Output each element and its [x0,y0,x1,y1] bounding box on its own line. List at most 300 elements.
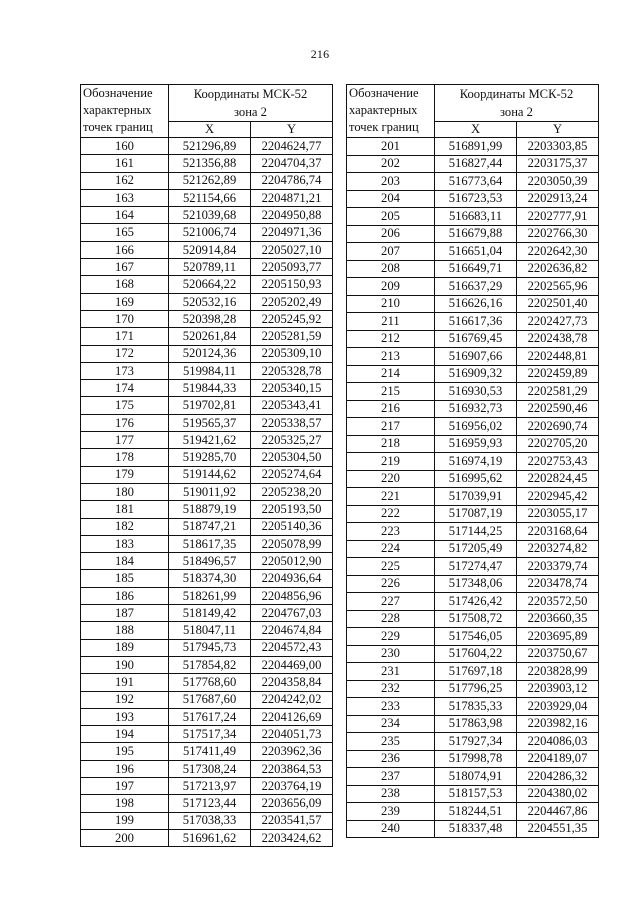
point-number-cell: 194 [81,726,169,743]
x-coordinate-cell: 516932,73 [435,400,517,418]
y-coordinate-cell: 2205343,41 [251,397,333,414]
table-row [347,225,599,243]
coordinates-table-left [80,84,333,847]
coordinates-header [169,85,333,122]
point-number-cell: 161 [81,155,169,172]
y-coordinate-cell: 2203660,35 [517,610,599,628]
x-coordinate-cell: 518496,57 [169,553,251,570]
x-coordinate-cell: 520261,84 [169,328,251,345]
y-coordinate-cell: 2202501,40 [517,295,599,313]
point-number-cell: 188 [81,622,169,639]
point-number-cell: 228 [347,610,435,628]
y-coordinate-cell: 2204467,86 [517,803,599,821]
point-number-cell: 223 [347,523,435,541]
y-coordinate-cell: 2202777,91 [517,208,599,226]
point-number-cell: 198 [81,795,169,812]
table-row [81,691,333,708]
point-number-cell: 172 [81,345,169,362]
x-coordinate-cell: 518337,48 [435,820,517,838]
x-coordinate-cell: 520398,28 [169,310,251,327]
point-number-cell: 195 [81,743,169,760]
point-number-cell: 205 [347,208,435,226]
point-number-cell: 168 [81,276,169,293]
y-coordinate-cell: 2202824,45 [517,470,599,488]
x-coordinate-cell: 517517,34 [169,726,251,743]
table-row [81,501,333,518]
y-coordinate-cell: 2205304,50 [251,449,333,466]
y-coordinate-cell: 2205238,20 [251,483,333,500]
point-number-cell: 170 [81,310,169,327]
point-number-cell: 174 [81,380,169,397]
table-row [347,470,599,488]
table-row [81,259,333,276]
y-coordinate-cell: 2204674,84 [251,622,333,639]
y-coordinate-cell: 2204469,00 [251,656,333,673]
x-coordinate-cell: 517508,72 [435,610,517,628]
x-coordinate-cell: 517687,60 [169,691,251,708]
table-row [347,295,599,313]
designation-header-line: точек границ [349,120,419,134]
y-coordinate-cell: 2204936,64 [251,570,333,587]
y-coordinate-cell: 2202448,81 [517,348,599,366]
table-row [347,418,599,436]
point-number-cell: 206 [347,225,435,243]
x-coordinate-cell: 519702,81 [169,397,251,414]
coordinates-header-line: зона 2 [500,105,533,119]
table-row [347,628,599,646]
y-coordinate-cell: 2204786,74 [251,172,333,189]
table-row [347,768,599,786]
table-row [347,365,599,383]
point-number-cell: 218 [347,435,435,453]
point-number-cell: 236 [347,750,435,768]
point-number-cell: 177 [81,432,169,449]
point-number-cell: 234 [347,715,435,733]
x-coordinate-cell: 520789,11 [169,259,251,276]
y-coordinate-cell: 2204871,21 [251,189,333,206]
x-coordinate-cell: 516769,45 [435,330,517,348]
y-coordinate-cell: 2204242,02 [251,691,333,708]
point-number-cell: 208 [347,260,435,278]
table-row [81,328,333,345]
x-coordinate-cell: 518244,51 [435,803,517,821]
x-coordinate-cell: 519144,62 [169,466,251,483]
y-coordinate-cell: 2202690,74 [517,418,599,436]
x-coordinate-cell: 517411,49 [169,743,251,760]
y-coordinate-cell: 2203168,64 [517,523,599,541]
x-coordinate-cell: 517546,05 [435,628,517,646]
x-coordinate-cell: 517768,60 [169,674,251,691]
point-number-cell: 222 [347,505,435,523]
table-row [81,138,333,155]
point-number-cell: 207 [347,243,435,261]
x-coordinate-cell: 517617,24 [169,708,251,725]
page-number: 216 [310,47,330,61]
x-coordinate-cell: 517945,73 [169,639,251,656]
y-coordinate-cell: 2205140,36 [251,518,333,535]
y-coordinate-cell: 2205027,10 [251,241,333,258]
point-number-cell: 214 [347,365,435,383]
table-row [347,243,599,261]
y-coordinate-cell: 2203695,89 [517,628,599,646]
table-row [81,362,333,379]
y-coordinate-cell: 2203055,17 [517,505,599,523]
y-coordinate-cell: 2203962,36 [251,743,333,760]
y-coordinate-cell: 2202913,24 [517,190,599,208]
y-coordinate-cell: 2204971,36 [251,224,333,241]
y-coordinate-cell: 2204189,07 [517,750,599,768]
table-row [81,829,333,846]
y-coordinate-cell: 2205012,90 [251,553,333,570]
table-row [81,708,333,725]
x-coordinate-cell: 519011,92 [169,483,251,500]
x-coordinate-cell: 517039,91 [435,488,517,506]
point-number-cell: 217 [347,418,435,436]
x-coordinate-cell: 520532,16 [169,293,251,310]
table-row [347,330,599,348]
point-number-cell: 211 [347,313,435,331]
point-number-cell: 229 [347,628,435,646]
point-number-cell: 225 [347,558,435,576]
coordinates-header [435,85,599,122]
x-coordinate-cell: 518374,30 [169,570,251,587]
y-column-header: Y [251,122,333,138]
point-number-cell: 201 [347,138,435,156]
table-row [347,558,599,576]
x-coordinate-cell: 517863,98 [435,715,517,733]
table-row [81,241,333,258]
x-coordinate-cell: 516649,71 [435,260,517,278]
point-number-cell: 179 [81,466,169,483]
y-coordinate-cell: 2205340,15 [251,380,333,397]
y-coordinate-cell: 2203982,16 [517,715,599,733]
table-row [347,540,599,558]
y-coordinate-cell: 2205245,92 [251,310,333,327]
x-coordinate-cell: 516961,62 [169,829,251,846]
x-column-header: X [435,122,517,138]
point-number-cell: 227 [347,593,435,611]
point-number-cell: 230 [347,645,435,663]
y-coordinate-cell: 2204380,02 [517,785,599,803]
table-row [81,276,333,293]
y-coordinate-cell: 2203929,04 [517,698,599,716]
point-number-cell: 238 [347,785,435,803]
x-coordinate-cell: 516974,19 [435,453,517,471]
y-coordinate-cell: 2205078,99 [251,535,333,552]
y-coordinate-cell: 2203424,62 [251,829,333,846]
point-number-cell: 199 [81,812,169,829]
table-row [347,820,599,838]
table-row [81,189,333,206]
y-coordinate-cell: 2203572,50 [517,593,599,611]
y-coordinate-cell: 2204624,77 [251,138,333,155]
x-coordinate-cell: 518074,91 [435,768,517,786]
x-coordinate-cell: 519565,37 [169,414,251,431]
table-row [347,663,599,681]
table-row [347,138,599,156]
x-coordinate-cell: 516683,11 [435,208,517,226]
point-number-cell: 166 [81,241,169,258]
y-coordinate-cell: 2202438,78 [517,330,599,348]
y-coordinate-cell: 2202427,73 [517,313,599,331]
x-coordinate-cell: 516651,04 [435,243,517,261]
y-coordinate-cell: 2202459,89 [517,365,599,383]
x-coordinate-cell: 517854,82 [169,656,251,673]
y-coordinate-cell: 2204551,35 [517,820,599,838]
y-coordinate-cell: 2205328,78 [251,362,333,379]
x-coordinate-cell: 516956,02 [435,418,517,436]
x-column-header: X [169,122,251,138]
x-coordinate-cell: 516617,36 [435,313,517,331]
y-coordinate-cell: 2203274,82 [517,540,599,558]
x-coordinate-cell: 518879,19 [169,501,251,518]
y-coordinate-cell: 2204767,03 [251,605,333,622]
point-number-cell: 186 [81,587,169,604]
table-row [81,207,333,224]
designation-header [81,85,169,138]
point-number-cell: 175 [81,397,169,414]
point-number-cell: 173 [81,362,169,379]
point-number-cell: 191 [81,674,169,691]
x-coordinate-cell: 517796,25 [435,680,517,698]
y-coordinate-cell: 2204126,69 [251,708,333,725]
x-coordinate-cell: 516827,44 [435,155,517,173]
point-number-cell: 183 [81,535,169,552]
point-number-cell: 185 [81,570,169,587]
point-number-cell: 167 [81,259,169,276]
table-row [81,743,333,760]
table-row [81,449,333,466]
x-coordinate-cell: 518157,53 [435,785,517,803]
table-body-left [81,138,333,847]
y-coordinate-cell: 2205274,64 [251,466,333,483]
point-number-cell: 164 [81,207,169,224]
table-row [347,278,599,296]
designation-header-line: точек границ [83,120,153,134]
point-number-cell: 231 [347,663,435,681]
x-coordinate-cell: 521356,88 [169,155,251,172]
x-coordinate-cell: 516626,16 [435,295,517,313]
point-number-cell: 190 [81,656,169,673]
x-coordinate-cell: 520914,84 [169,241,251,258]
x-coordinate-cell: 516909,32 [435,365,517,383]
x-coordinate-cell: 516723,53 [435,190,517,208]
y-coordinate-cell: 2203656,09 [251,795,333,812]
x-coordinate-cell: 516995,62 [435,470,517,488]
point-number-cell: 221 [347,488,435,506]
x-coordinate-cell: 516637,29 [435,278,517,296]
point-number-cell: 233 [347,698,435,716]
x-coordinate-cell: 521006,74 [169,224,251,241]
point-number-cell: 239 [347,803,435,821]
table-row [81,726,333,743]
y-coordinate-cell: 2203864,53 [251,760,333,777]
y-coordinate-cell: 2203175,37 [517,155,599,173]
table-row [347,173,599,191]
x-coordinate-cell: 518261,99 [169,587,251,604]
table-row [81,432,333,449]
y-coordinate-cell: 2202636,82 [517,260,599,278]
coordinates-table-right [346,84,599,838]
point-number-cell: 171 [81,328,169,345]
table-row [81,535,333,552]
x-coordinate-cell: 518149,42 [169,605,251,622]
y-coordinate-cell: 2205281,59 [251,328,333,345]
designation-header-line: характерных [83,103,152,117]
table-row [347,785,599,803]
x-coordinate-cell: 517144,25 [435,523,517,541]
y-coordinate-cell: 2203478,74 [517,575,599,593]
table-row [81,656,333,673]
table-row [81,345,333,362]
x-coordinate-cell: 520664,22 [169,276,251,293]
point-number-cell: 181 [81,501,169,518]
table-row [347,313,599,331]
x-coordinate-cell: 519844,33 [169,380,251,397]
point-number-cell: 204 [347,190,435,208]
y-coordinate-cell: 2205150,93 [251,276,333,293]
table-row [347,453,599,471]
x-coordinate-cell: 519984,11 [169,362,251,379]
point-number-cell: 197 [81,777,169,794]
point-number-cell: 210 [347,295,435,313]
y-coordinate-cell: 2205202,49 [251,293,333,310]
table-row [81,466,333,483]
table-row [347,523,599,541]
point-number-cell: 224 [347,540,435,558]
y-coordinate-cell: 2203750,67 [517,645,599,663]
point-number-cell: 235 [347,733,435,751]
y-coordinate-cell: 2202766,30 [517,225,599,243]
point-number-cell: 220 [347,470,435,488]
point-number-cell: 187 [81,605,169,622]
x-coordinate-cell: 517348,06 [435,575,517,593]
table-row [347,575,599,593]
x-coordinate-cell: 519285,70 [169,449,251,466]
table-row [347,733,599,751]
designation-header-line: Обозначение [83,86,153,100]
designation-header-line: характерных [349,103,418,117]
point-number-cell: 193 [81,708,169,725]
table-row [81,639,333,656]
table-row [347,155,599,173]
table-row [81,605,333,622]
y-coordinate-cell: 2205309,10 [251,345,333,362]
table-row [347,750,599,768]
point-number-cell: 213 [347,348,435,366]
table-row [347,505,599,523]
point-number-cell: 237 [347,768,435,786]
y-coordinate-cell: 2204704,37 [251,155,333,172]
y-coordinate-cell: 2204572,43 [251,639,333,656]
table-row [81,553,333,570]
point-number-cell: 226 [347,575,435,593]
y-column-header: Y [517,122,599,138]
point-number-cell: 160 [81,138,169,155]
table-row [347,593,599,611]
y-coordinate-cell: 2203379,74 [517,558,599,576]
y-coordinate-cell: 2202945,42 [517,488,599,506]
table-row [347,645,599,663]
y-coordinate-cell: 2202590,46 [517,400,599,418]
table-row [81,760,333,777]
point-number-cell: 216 [347,400,435,418]
x-coordinate-cell: 517604,22 [435,645,517,663]
point-number-cell: 215 [347,383,435,401]
table-row [347,680,599,698]
table-row [347,488,599,506]
table-row [81,622,333,639]
y-coordinate-cell: 2204286,32 [517,768,599,786]
point-number-cell: 200 [81,829,169,846]
y-coordinate-cell: 2204358,84 [251,674,333,691]
point-number-cell: 189 [81,639,169,656]
point-number-cell: 192 [81,691,169,708]
table-row [81,310,333,327]
table-row [81,518,333,535]
point-number-cell: 182 [81,518,169,535]
x-coordinate-cell: 517087,19 [435,505,517,523]
point-number-cell: 169 [81,293,169,310]
table-row [347,383,599,401]
y-coordinate-cell: 2202565,96 [517,278,599,296]
y-coordinate-cell: 2204950,88 [251,207,333,224]
y-coordinate-cell: 2202642,30 [517,243,599,261]
table-row [347,348,599,366]
x-coordinate-cell: 521039,68 [169,207,251,224]
x-coordinate-cell: 517697,18 [435,663,517,681]
x-coordinate-cell: 516930,53 [435,383,517,401]
x-coordinate-cell: 516773,64 [435,173,517,191]
x-coordinate-cell: 517038,33 [169,812,251,829]
y-coordinate-cell: 2202705,20 [517,435,599,453]
table-row [347,400,599,418]
y-coordinate-cell: 2204856,96 [251,587,333,604]
point-number-cell: 202 [347,155,435,173]
designation-header-line: Обозначение [349,86,419,100]
x-coordinate-cell: 516891,99 [435,138,517,156]
y-coordinate-cell: 2203828,99 [517,663,599,681]
point-number-cell: 165 [81,224,169,241]
coordinates-header-line: Координаты МСК-52 [193,87,308,101]
x-coordinate-cell: 517205,49 [435,540,517,558]
x-coordinate-cell: 517426,42 [435,593,517,611]
table-row [81,293,333,310]
x-coordinate-cell: 517123,44 [169,795,251,812]
table-row [347,610,599,628]
y-coordinate-cell: 2205093,77 [251,259,333,276]
table-row [81,777,333,794]
point-number-cell: 203 [347,173,435,191]
table-row [81,414,333,431]
point-number-cell: 180 [81,483,169,500]
x-coordinate-cell: 521154,66 [169,189,251,206]
x-coordinate-cell: 518747,21 [169,518,251,535]
table-body-right [347,138,599,838]
x-coordinate-cell: 516679,88 [435,225,517,243]
point-number-cell: 162 [81,172,169,189]
x-coordinate-cell: 517835,33 [435,698,517,716]
point-number-cell: 219 [347,453,435,471]
x-coordinate-cell: 520124,36 [169,345,251,362]
table-row [81,224,333,241]
point-number-cell: 232 [347,680,435,698]
point-number-cell: 240 [347,820,435,838]
coordinates-header-line: зона 2 [234,105,267,119]
table-row [81,397,333,414]
x-coordinate-cell: 521262,89 [169,172,251,189]
x-coordinate-cell: 521296,89 [169,138,251,155]
